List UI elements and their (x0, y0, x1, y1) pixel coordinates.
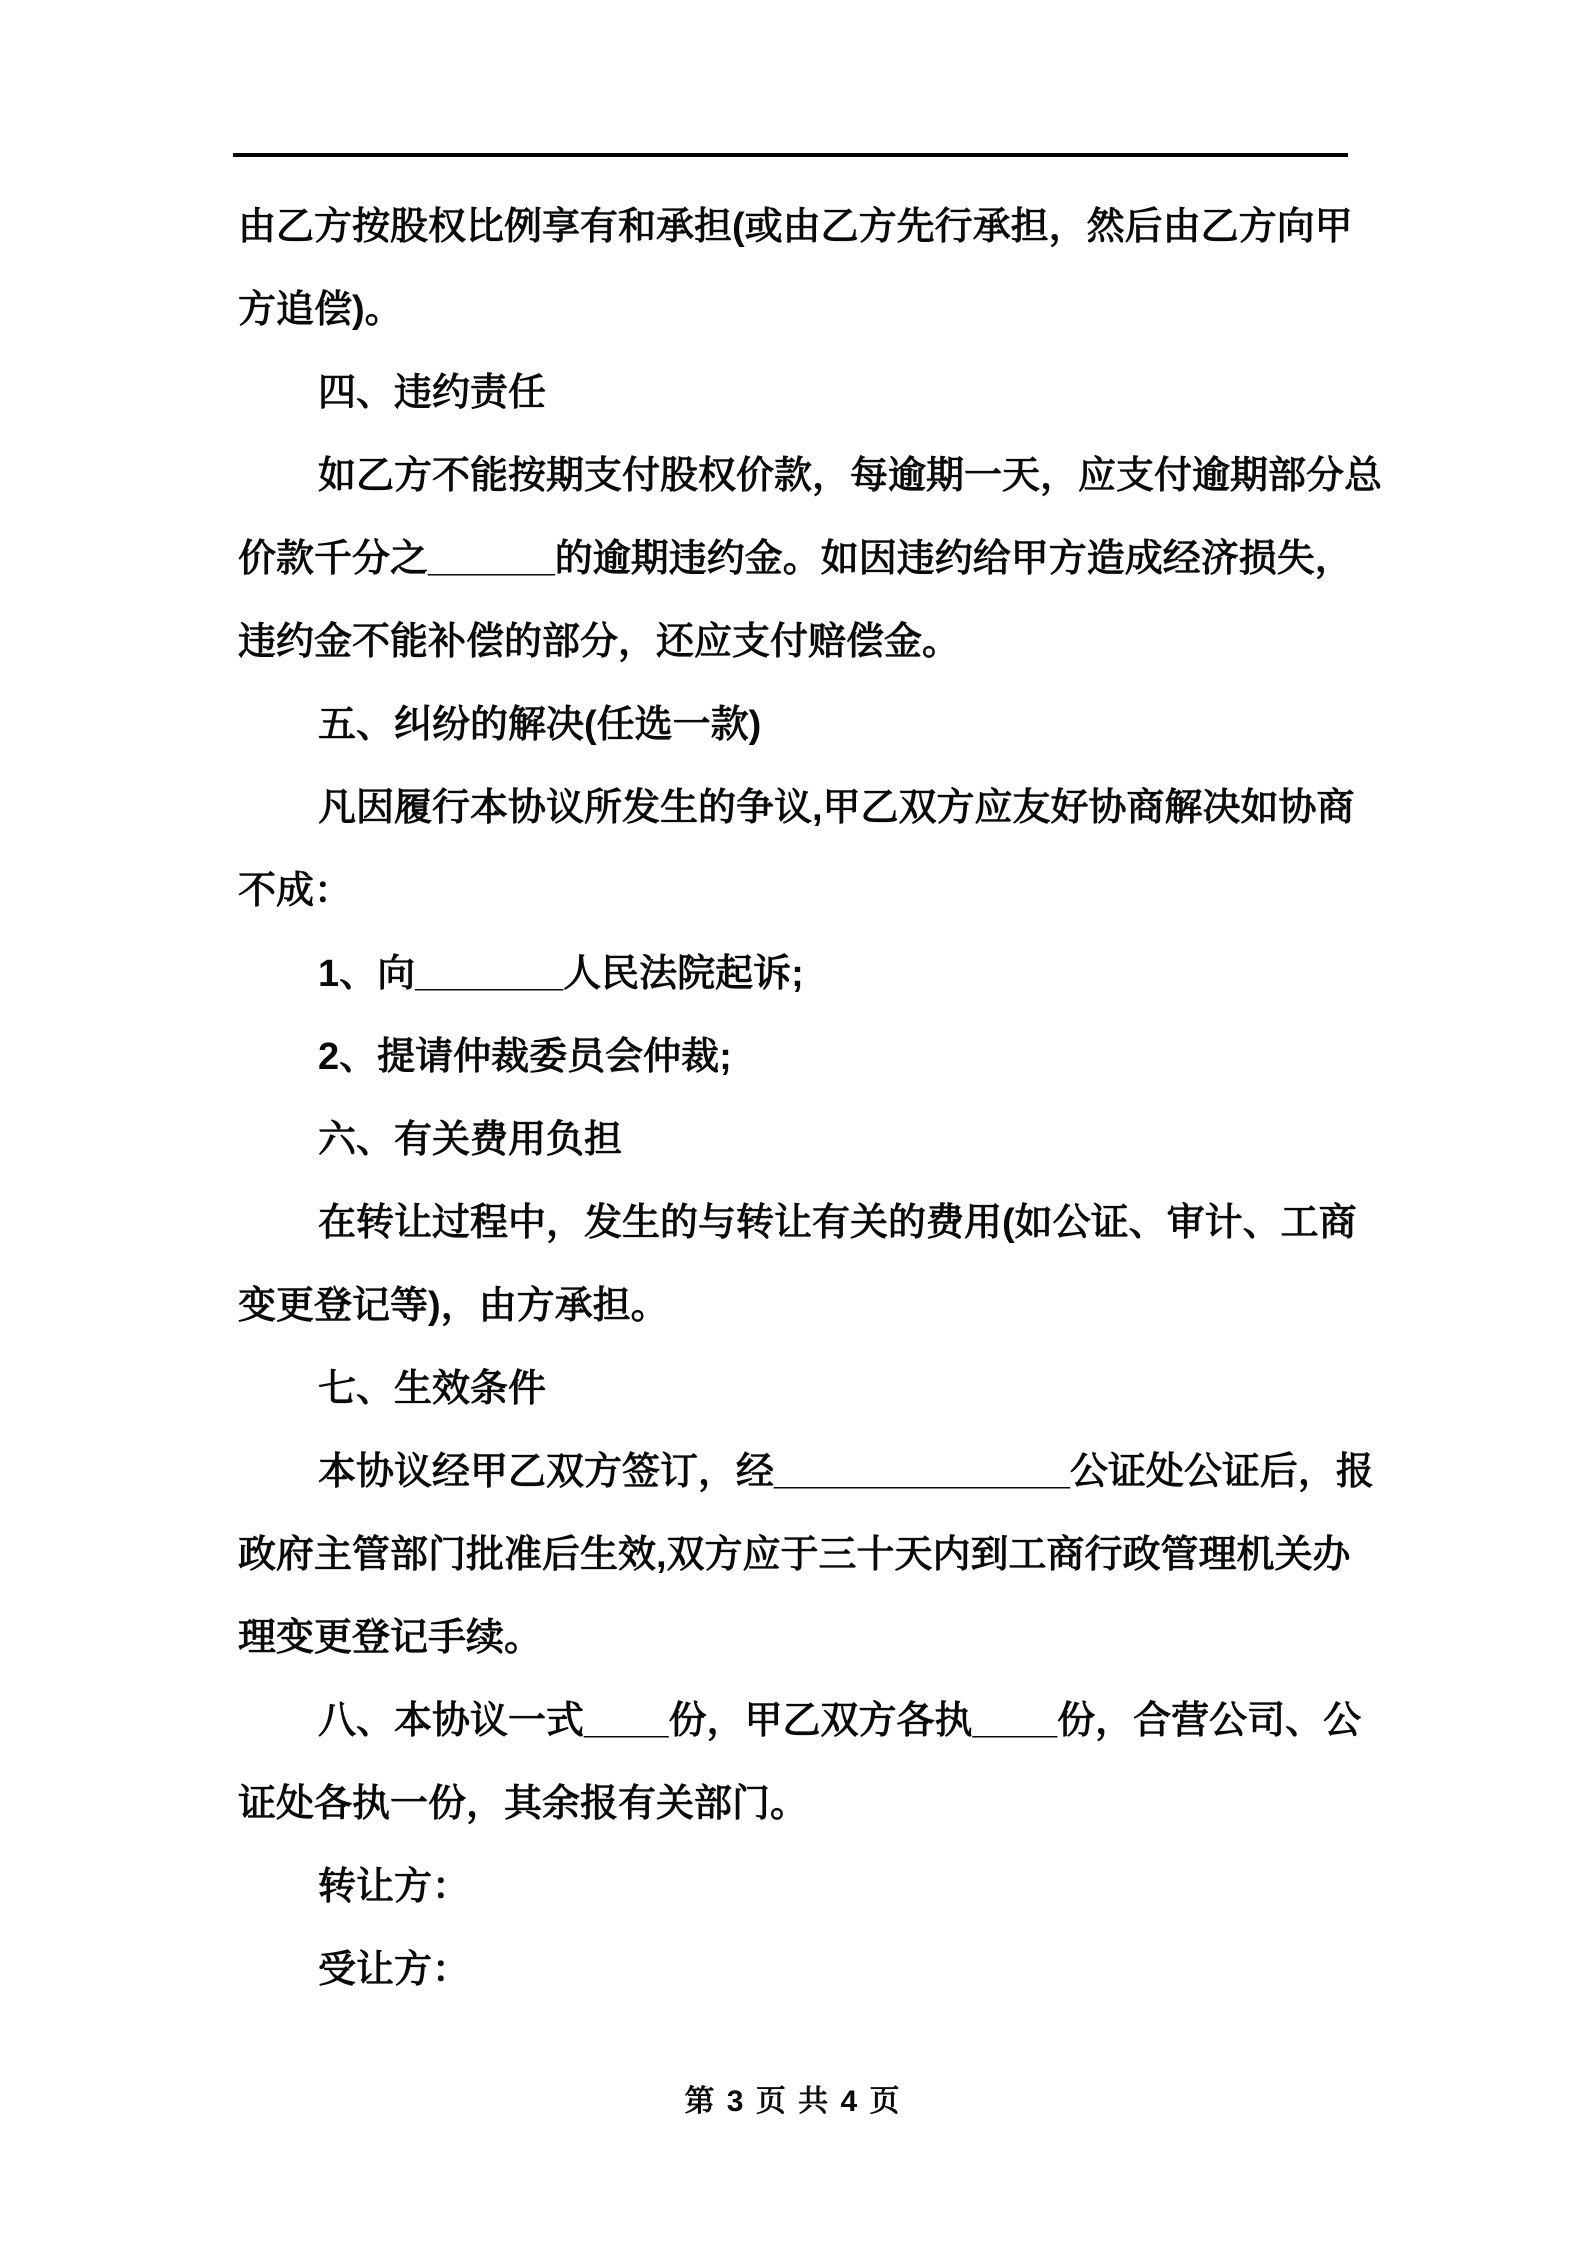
clause-heading-4: 四、违约责任 (318, 372, 547, 414)
transferor-signature-label: 转让方： (318, 1866, 471, 1908)
contract-line-with-blank: 价款千分之______的逾期违约金。如因违约给甲方造成经济损失， (238, 538, 1353, 580)
contract-line: 政府主管部门批准后生效,双方应于三十天内到工商行政管理机关办 (238, 1534, 1351, 1576)
contract-line-with-blank: 本协议经甲乙双方签订，经______________公证处公证后，报 (318, 1451, 1374, 1493)
clause-heading-8: 八、本协议一式____份，甲乙双方各执____份，合营公司、公 (318, 1700, 1362, 1742)
contract-line: 不成： (238, 870, 353, 912)
contract-line: 违约金不能补偿的部分，还应支付赔偿金。 (238, 621, 961, 663)
contract-line: 理变更登记手续。 (238, 1617, 543, 1659)
header-rule (233, 153, 1348, 157)
contract-line: 证处各执一份，其余报有关部门。 (238, 1783, 809, 1825)
contract-line: 在转让过程中，发生的与转让有关的费用(如公证、审计、工商 (318, 1202, 1357, 1244)
contract-line: 如乙方不能按期支付股权价款，每逾期一天，应支付逾期部分总 (318, 455, 1383, 497)
clause-heading-7: 七、生效条件 (318, 1368, 547, 1410)
contract-subitem-1: 1、向_______人民法院起诉; (318, 953, 804, 995)
contract-line: 变更登记等)，由方承担。 (238, 1285, 669, 1327)
contract-line: 方追偿)。 (238, 289, 403, 331)
clause-heading-5: 五、纠纷的解决(任选一款) (318, 704, 762, 746)
clause-heading-6: 六、有关费用负担 (318, 1119, 623, 1161)
page-number-footer: 第 3 页 共 4 页 (684, 2085, 902, 2118)
contract-page-body (238, 186, 1383, 2012)
contract-line: 由乙方按股权比例享有和承担(或由乙方先行承担，然后由乙方向甲 (238, 206, 1353, 248)
contract-subitem-2: 2、提请仲裁委员会仲裁; (318, 1036, 732, 1078)
contract-line: 凡因履行本协议所发生的争议,甲乙双方应友好协商解决如协商 (318, 787, 1355, 829)
transferee-signature-label: 受让方： (318, 1949, 471, 1991)
